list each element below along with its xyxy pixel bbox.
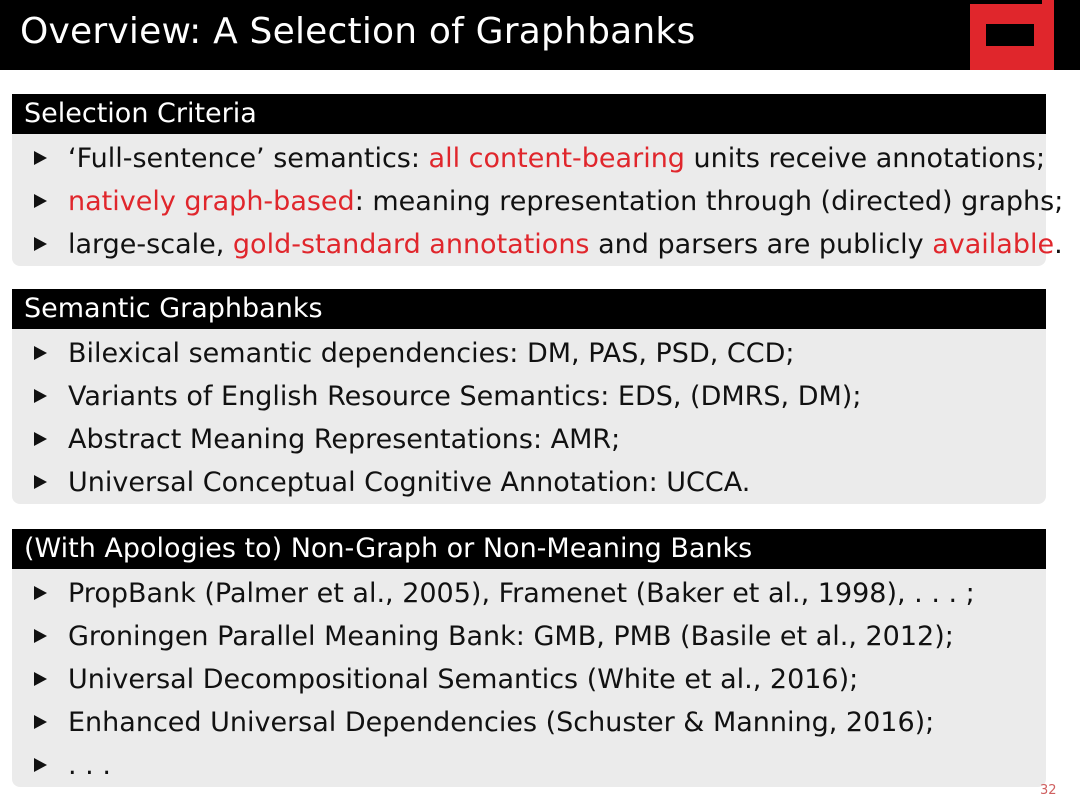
highlighted-text: natively graph-based xyxy=(68,186,355,217)
slide-title-bar xyxy=(0,0,1080,70)
bullet-item xyxy=(12,418,1046,461)
bullet-triangle-icon xyxy=(34,672,47,686)
bullet-text: Groningen Parallel Meaning Bank: GMB, PMB (Basile et al., 2012); xyxy=(68,621,954,652)
bullet-text: Enhanced Universal Dependencies (Schuster & Manning, 2016); xyxy=(68,707,935,738)
bullet-text: . xyxy=(1054,229,1063,260)
bullet-item xyxy=(12,701,1046,744)
bullet-triangle-icon xyxy=(34,237,47,251)
block-title: Semantic Graphbanks xyxy=(12,289,1046,329)
bullet-triangle-icon xyxy=(34,194,47,208)
bullet-list xyxy=(12,569,1046,787)
bullet-item xyxy=(12,461,1046,504)
bullet-item xyxy=(12,615,1046,658)
bullet-list xyxy=(12,329,1046,504)
block-selection-criteria xyxy=(12,94,1064,266)
bullet-text: Universal Decompositional Semantics (White et al., 2016); xyxy=(68,664,859,695)
block-title: Selection Criteria xyxy=(12,94,1046,134)
bullet-text: . . . xyxy=(68,750,111,781)
bullet-triangle-icon xyxy=(34,715,47,729)
bullet-text: Universal Conceptual Cognitive Annotation: UCCA. xyxy=(68,467,751,498)
bullet-list xyxy=(12,134,1064,266)
bullet-text: Variants of English Resource Semantics: EDS, (DMRS, DM); xyxy=(68,381,862,412)
block-semantic-graphbanks xyxy=(12,289,1046,504)
highlighted-text: all content-bearing xyxy=(428,143,685,174)
block-non-graph-banks xyxy=(12,529,1046,787)
bullet-triangle-icon xyxy=(34,758,47,772)
bullet-text: units receive annotations; xyxy=(684,143,1046,174)
bullet-text: ‘Full-sentence’ semantics: xyxy=(68,143,429,174)
bullet-triangle-icon xyxy=(34,629,47,643)
bullet-text: : meaning representation through (directed) graphs; xyxy=(354,186,1064,217)
bullet-item xyxy=(12,572,1046,615)
bullet-item xyxy=(12,658,1046,701)
bullet-text: Abstract Meaning Representations: AMR; xyxy=(68,424,621,455)
bullet-item xyxy=(12,744,1046,787)
bullet-item xyxy=(12,375,1046,418)
bullet-item xyxy=(12,137,1046,180)
bullet-item xyxy=(12,223,1063,266)
bullet-text: and parsers are publicly xyxy=(589,229,933,260)
bullet-text: PropBank (Palmer et al., 2005), Framenet (Baker et al., 1998), . . . ; xyxy=(68,578,975,609)
bullet-triangle-icon xyxy=(34,389,47,403)
block-title: (With Apologies to) Non-Graph or Non-Meaning Banks xyxy=(12,529,1046,569)
slide-title: Overview: A Selection of Graphbanks xyxy=(20,11,696,52)
page-number: 32 xyxy=(1040,783,1057,798)
highlighted-text: gold-standard annotations xyxy=(232,229,590,260)
highlighted-text: available xyxy=(932,229,1055,260)
bullet-triangle-icon xyxy=(34,586,47,600)
bullet-triangle-icon xyxy=(34,432,47,446)
red-square-logo-icon xyxy=(970,0,1060,70)
bullet-text: large-scale, xyxy=(68,229,233,260)
bullet-text: Bilexical semantic dependencies: DM, PAS, PSD, CCD; xyxy=(68,338,795,369)
bullet-item xyxy=(12,180,1064,223)
bullet-triangle-icon xyxy=(34,346,47,360)
bullet-item xyxy=(12,332,1046,375)
bullet-triangle-icon xyxy=(34,475,47,489)
bullet-triangle-icon xyxy=(34,151,47,165)
